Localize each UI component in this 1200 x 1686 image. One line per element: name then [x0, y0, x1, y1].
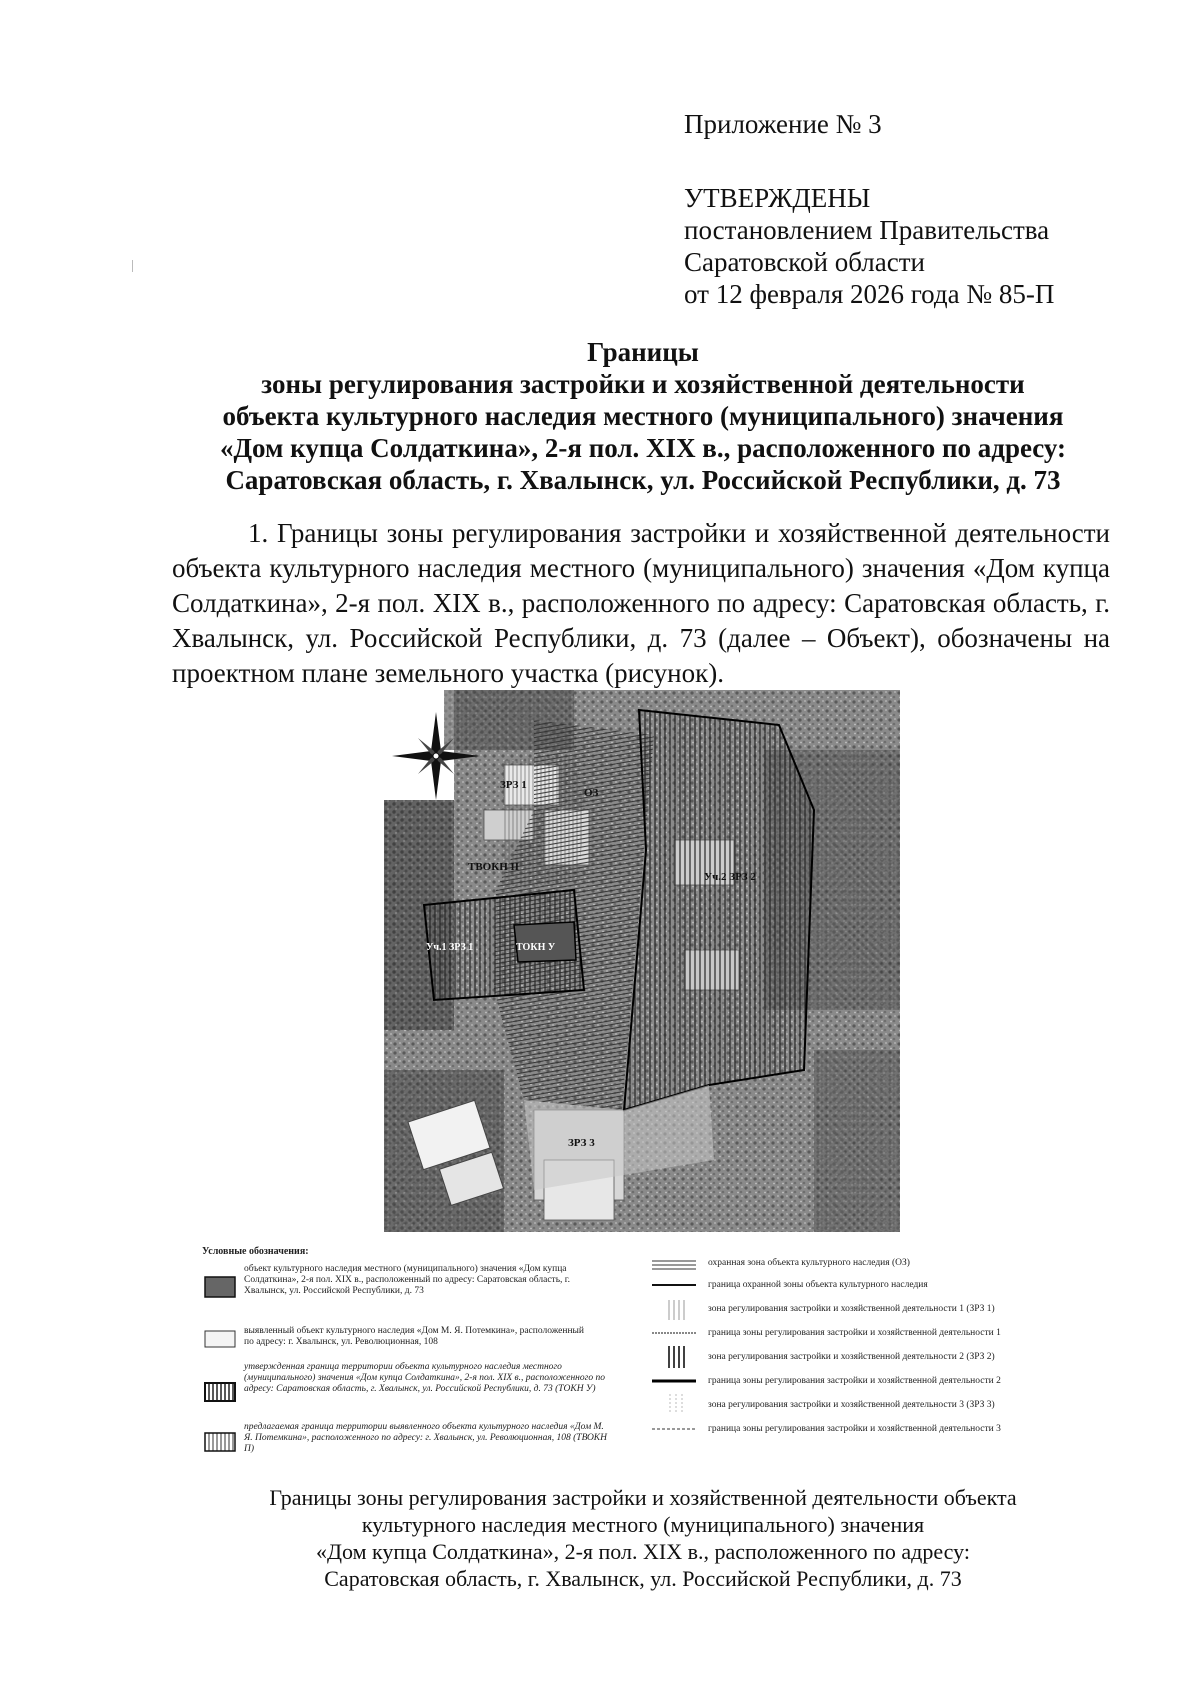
legend-symbol-oz-border	[652, 1282, 696, 1288]
approval-line-2: Саратовской области	[684, 247, 925, 277]
title-line-5: Саратовская область, г. Хвалынск, ул. Российской Республики, д. 73	[225, 465, 1061, 495]
map-label-u2: Уч.2 ЗРЗ 2	[704, 871, 756, 883]
map-label-zrz1: ЗРЗ 1	[500, 779, 527, 791]
title-line-3: объекта культурного наследия местного (муниципального) значения	[222, 401, 1064, 431]
map-label-u1: Уч.1 ЗРЗ 1	[426, 942, 474, 953]
legend-symbol-zrz3-border	[652, 1426, 696, 1432]
legend-right-6: граница зоны регулирования застройки и хозяйственной деятельности 2	[708, 1376, 1001, 1386]
legend-right-2: граница охранной зоны объекта культурного наследия	[708, 1280, 928, 1290]
legend-symbol-oz	[652, 1258, 696, 1272]
legend-right-4: граница зоны регулирования застройки и хозяйственной деятельности 1	[708, 1328, 1001, 1338]
approval-line-3: от 12 февраля 2026 года № 85-П	[684, 279, 1055, 309]
body-paragraph: 1. Границы зоны регулирования застройки и хозяйственной деятельности объекта культурного наследия местного (муниципального) значения «Дом купца Солдаткина», 2-я пол. XIX в., расположенного по адресу: Саратовская область, г. Хвалынск, ул. Российской Республики, д. 73 (далее – Объект), обозначены на проектном плане земельного участка (рисунок).	[172, 518, 1110, 688]
legend-symbol-vokn	[204, 1330, 236, 1348]
legend-right-7: зона регулирования застройки и хозяйственной деятельности 3 (ЗРЗ 3)	[708, 1400, 995, 1410]
title-line-2: зоны регулирования застройки и хозяйственной деятельности	[261, 369, 1025, 399]
legend-symbol-okn	[204, 1276, 236, 1298]
approval-block	[684, 108, 1054, 310]
legend-symbol-zrz1	[666, 1300, 690, 1320]
legend-right-8: граница зоны регулирования застройки и хозяйственной деятельности 3	[708, 1424, 1001, 1434]
legend-heading: Условные обозначения:	[202, 1246, 309, 1257]
map-label-oz: ОЗ	[584, 787, 599, 799]
legend-left-2: выявленный объект культурного наследия «Дом М. Я. Потемкина», расположенный по адресу: г. Хвалынск, ул. Революционная, 108	[244, 1326, 585, 1347]
map-label-zrz3: ЗРЗ 3	[568, 1137, 595, 1149]
legend-symbol-tvokn	[204, 1432, 236, 1452]
caption-line-4: Саратовская область, г. Хвалынск, ул. Российской Республики, д. 73	[324, 1566, 962, 1591]
legend-symbol-zrz2	[666, 1346, 690, 1368]
legend-symbol-tokn	[204, 1382, 236, 1402]
caption-line-2: культурного наследия местного (муниципального) значения	[361, 1512, 925, 1537]
map-legend	[200, 1246, 1080, 1472]
legend-left-3: утвержденная граница территории объекта культурного наследия местного (муниципального) значения «Дом купца Солдаткина», 2-я пол. XIX в., расположенного по адресу: Саратовская область, г. Хвалынск, ул. Российской Республики, д. 73 (ТОКН У)	[244, 1362, 605, 1394]
approval-line-1: постановлением Правительства	[684, 215, 1050, 245]
appendix-number: Приложение № 3	[684, 109, 882, 139]
legend-right-3: зона регулирования застройки и хозяйственной деятельности 1 (ЗРЗ 1)	[708, 1304, 995, 1314]
caption-line-1: Границы зоны регулирования застройки и хозяйственной деятельности объекта	[269, 1485, 1017, 1510]
legend-left-4: предлагаемая граница территории выявленного объекта культурного наследия «Дом М. Я. Потемкина», расположенного по адресу: г. Хвалынск, ул. Революционная, 108 (ТВОКН П)	[244, 1422, 607, 1454]
map-label-tokn: ТОКН У	[516, 942, 556, 953]
document-title	[150, 336, 1136, 496]
caption-line-3: «Дом купца Солдаткина», 2-я пол. XIX в., расположенного по адресу:	[316, 1539, 970, 1564]
legend-left-1: объект культурного наследия местного (муниципального) значения «Дом купца Солдаткина», 2-я пол. XIX в., расположенный по адресу: Саратовская область, г. Хвалынск, ул. Российской Республики, д. 73	[244, 1264, 570, 1296]
legend-symbol-zrz2-border	[652, 1378, 696, 1384]
legend-right-5: зона регулирования застройки и хозяйственной деятельности 2 (ЗРЗ 2)	[708, 1352, 995, 1362]
figure-caption	[150, 1484, 1136, 1592]
legend-symbol-zrz3	[666, 1394, 690, 1414]
title-line-1: Границы	[587, 337, 699, 367]
site-plan-map	[384, 690, 900, 1232]
margin-mark	[132, 260, 133, 272]
map-label-tvokn: ТВОКН II	[468, 861, 520, 873]
title-line-4: «Дом купца Солдаткина», 2-я пол. XIX в., расположенного по адресу:	[219, 433, 1067, 463]
legend-right-1: охранная зона объекта культурного наследия (ОЗ)	[708, 1258, 910, 1268]
legend-symbol-zrz1-border	[652, 1330, 696, 1336]
approved-heading: УТВЕРЖДЕНЫ	[684, 183, 871, 213]
